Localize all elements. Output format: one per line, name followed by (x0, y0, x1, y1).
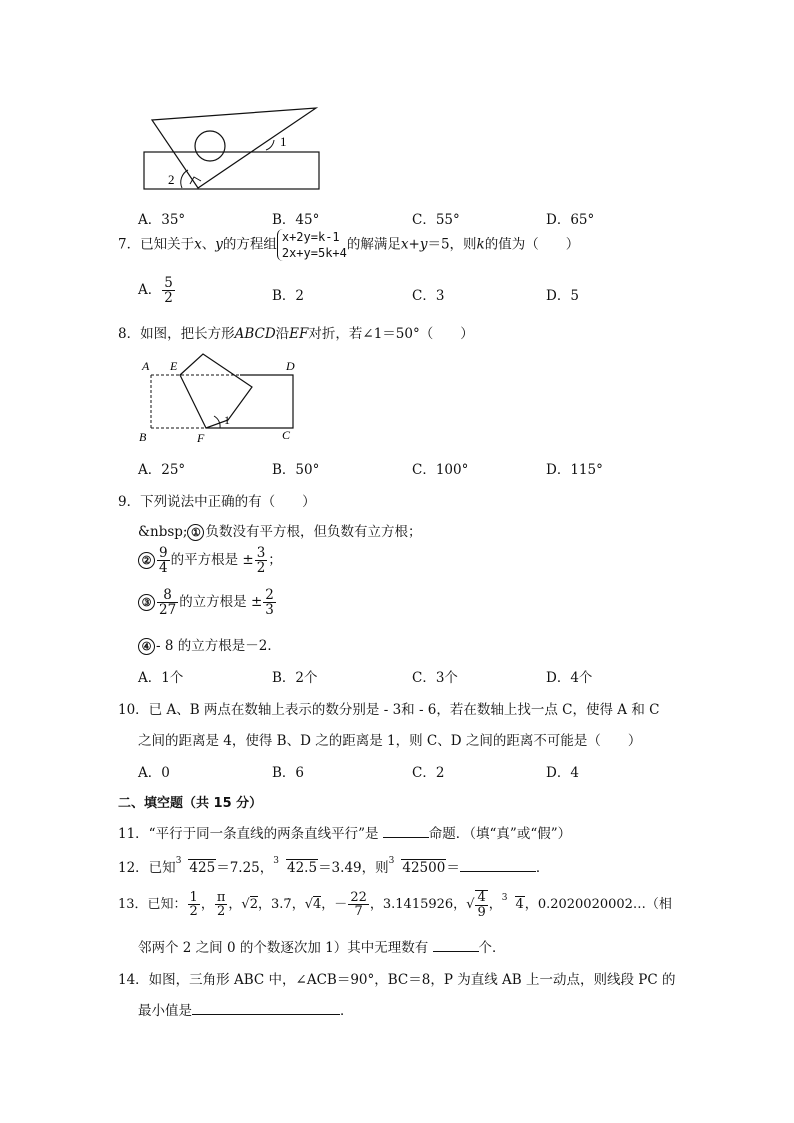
q9-statement-3: ③ $\frac{8}{27}$ 的立方根是 ± $\frac{2}{3}$ (138, 588, 277, 617)
sqrt-symbol: √ (466, 897, 475, 913)
question-14-line-2: 最小值是 ． (138, 1003, 354, 1019)
q7-option-a[interactable]: A． $\frac{5}{2}$ (138, 275, 173, 307)
q10-option-b[interactable]: B．6 (272, 765, 305, 781)
q6-option-a[interactable]: A．35° (138, 212, 186, 228)
q10-option-c[interactable]: C．2 (412, 765, 445, 781)
equation-system: x+2y=k-1 2x+y=5k+4 (277, 229, 347, 261)
q9-option-d[interactable]: D．4个 (546, 670, 593, 686)
angle-2-arc (181, 170, 188, 188)
question-8-stem: 8．如图，把长方形ABCD沿EF对折，若∠1＝50°（ ） (118, 326, 474, 342)
q9-option-b[interactable]: B．2个 (272, 670, 318, 686)
q14-answer-blank[interactable] (192, 1002, 340, 1015)
q7-option-b[interactable]: B．2 (272, 288, 305, 304)
cube-root: $^3$ 4 (501, 893, 524, 913)
q10-option-d[interactable]: D．4 (546, 765, 579, 781)
q7-option-d[interactable]: D．5 (546, 288, 579, 304)
set-square-triangle (152, 108, 316, 188)
section-2-heading: 二、填空题（共 15 分） (118, 796, 263, 811)
q9-statement-1: &nbsp; ① 负数没有平方根，但负数有立方根； (138, 524, 422, 540)
q9-option-a[interactable]: A．1个 (138, 670, 184, 686)
q6-option-d[interactable]: D．65° (546, 212, 595, 228)
fig8-label-1: 1 (224, 413, 230, 427)
sqrt-symbol: √ (241, 897, 250, 913)
fig8-label-C: C (282, 428, 291, 442)
fig8-label-B: B (139, 430, 147, 444)
fig8-label-E: E (170, 359, 178, 373)
fig8-label-D: D (286, 359, 295, 373)
question-7-stem: 7．已知关于x、y的方程组 x+2y=k-1 2x+y=5k+4 的解满足x+y＝5，则k的值为（ ） (118, 230, 580, 261)
q8-option-d[interactable]: D．115° (546, 462, 603, 478)
q8-option-b[interactable]: B．50° (272, 462, 320, 478)
question-9-stem: 9．下列说法中正确的有（ ） (118, 494, 316, 510)
q13-answer-blank[interactable] (433, 939, 479, 952)
angle-1-arc (214, 416, 220, 428)
sqrt-symbol: √ (304, 897, 313, 913)
fig6-label-2: 2 (168, 172, 175, 187)
question-6-figure (138, 104, 328, 196)
q9-statement-2: ② $\frac{9}{4}$ 的平方根是 ± $\frac{3}{2}$ ； (138, 546, 282, 575)
q9-option-c[interactable]: C．3个 (412, 670, 458, 686)
question-8-figure (136, 350, 306, 445)
fig8-label-A: A (142, 359, 150, 373)
question-11: 11．“平行于同一条直线的两条直线平行”是 命题．（填“真”或“假”） (118, 826, 572, 842)
set-square-hole (195, 131, 225, 161)
q8-option-c[interactable]: C．100° (412, 462, 469, 478)
cube-root: $^3$ 425 (175, 856, 216, 876)
fig6-label-1: 1 (280, 134, 287, 149)
cube-root: $^3$ 42500 (388, 856, 446, 876)
q6-option-c[interactable]: C．55° (412, 212, 460, 228)
question-14-line-1: 14．如图，三角形 ABC 中，∠ACB＝90°，BC＝8，P 为直线 AB 上一动点，则线段 PC 的 (118, 972, 676, 988)
fraction: $\frac{5}{2}$ (164, 275, 173, 307)
q6-option-b[interactable]: B．45° (272, 212, 320, 228)
cube-root: $^3$ 42.5 (273, 856, 318, 876)
q11-answer-blank[interactable] (383, 825, 429, 838)
q7-option-c[interactable]: C．3 (412, 288, 445, 304)
q10-option-a[interactable]: A．0 (138, 765, 170, 781)
question-10-line-2: 之间的距离是 4，使得 B、D 之的距离是 1，则 C、D 之间的距离不可能是（ ） (138, 733, 642, 749)
question-10-line-1: 10．已 A、B 两点在数轴上表示的数分别是 - 3和 - 6，若在数轴上找一点 C，使得 A 和 C (118, 702, 660, 718)
question-13-line-2: 邻两个 2 之间 0 的个数逐次加 1）其中无理数有 个． (138, 940, 506, 956)
q12-answer-blank[interactable] (460, 859, 536, 872)
fig8-label-F: F (197, 431, 205, 445)
question-13-line-1: 13．已知： $\frac{1}{2}$ ， $\frac{\pi}{2}$ ，√2，3.7̇，√4，－ $\frac{22}{7}$ ，3.1415926，√ $\frac{4}{9}$ ，$^3$ 4，0.2020020002…（相 (118, 889, 672, 920)
q9-statement-4: ④ - 8 的立方根是－2． (138, 634, 281, 655)
q8-option-a[interactable]: A．25° (138, 462, 186, 478)
question-12: 12．已知$^3$ 425＝7.25，$^3$ 42.5＝3.49，则$^3$ 42500＝ ． (118, 856, 550, 876)
